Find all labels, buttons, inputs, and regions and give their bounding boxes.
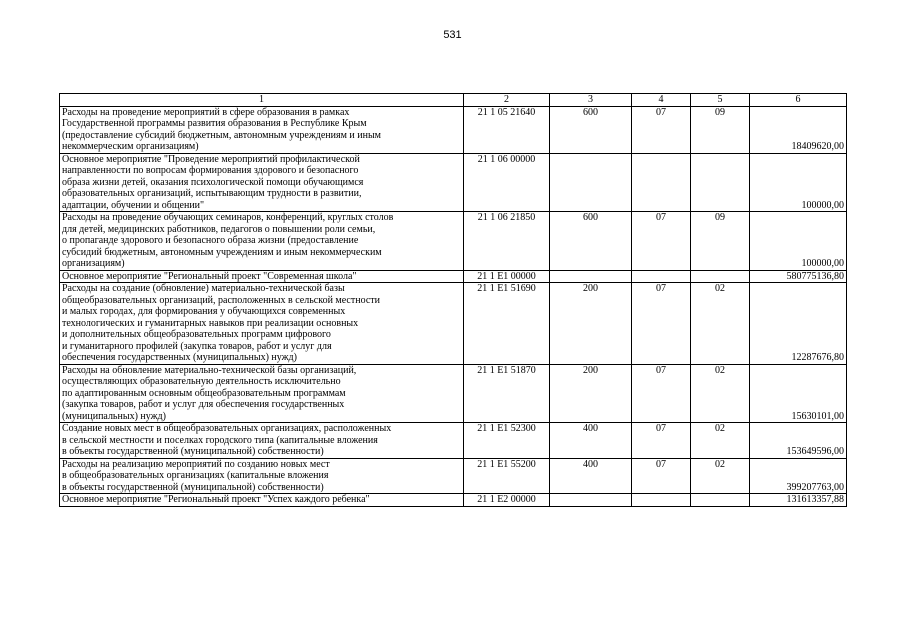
row-name-cell: Расходы на создание (обновление) материально-технической базы общеобразовательных организаций, расположенных в сельской местности и малых городах, для формирования у обучающихся современных технологических и гуманитарных навыков при реализации основных и дополнительных общеобразовательных программ цифрового и гуманитарного профилей (закупка товаров, работ и услуг для обеспечения государственных (муниципальных) нужд) [60,283,464,365]
row-section-cell: 07 [632,458,691,494]
row-subsection-cell [691,153,750,212]
row-type-cell: 200 [550,283,632,365]
row-amount-cell: 153649596,00 [750,423,847,459]
row-code-cell: 21 1 E1 55200 [464,458,550,494]
row-section-cell: 07 [632,423,691,459]
row-name-cell: Расходы на проведение мероприятий в сфере образования в рамках Государственной программы развития образования в Республике Крым (предоставление субсидий бюджетным, автономным учреждениям и иным некоммерческим организациям) [60,106,464,153]
row-type-cell [550,494,632,507]
column-header: 5 [691,94,750,107]
row-section-cell: 07 [632,212,691,271]
row-subsection-cell [691,494,750,507]
row-code-cell: 21 1 E2 00000 [464,494,550,507]
row-code-cell: 21 1 E1 51870 [464,364,550,423]
row-section-cell: 07 [632,364,691,423]
table-row [60,423,847,459]
table-row [60,283,847,365]
budget-table [59,93,847,507]
row-subsection-cell [691,270,750,283]
page-number: 531 [443,29,462,41]
row-subsection-cell: 09 [691,212,750,271]
table-row [60,494,847,507]
row-subsection-cell: 02 [691,364,750,423]
row-amount-cell: 131613357,88 [750,494,847,507]
row-code-cell: 21 1 E1 51690 [464,283,550,365]
row-amount-cell: 15630101,00 [750,364,847,423]
row-code-cell: 21 1 E1 00000 [464,270,550,283]
row-code-cell: 21 1 E1 52300 [464,423,550,459]
column-header: 4 [632,94,691,107]
row-type-cell: 200 [550,364,632,423]
row-section-cell: 07 [632,283,691,365]
row-code-cell: 21 1 05 21640 [464,106,550,153]
row-amount-cell: 100000,00 [750,153,847,212]
row-type-cell: 400 [550,458,632,494]
row-name-cell: Расходы на обновление материально-технической базы организаций, осуществляющих образовательную деятельность исключительно по адаптированным основным общеобразовательным программам (закупка товаров, работ и услуг для обеспечения государственных (муниципальных) нужд) [60,364,464,423]
row-subsection-cell: 09 [691,106,750,153]
row-name-cell: Основное мероприятие "Проведение мероприятий профилактической направленности по вопросам формирования здорового и безопасного образа жизни детей, оказания психологической помощи обучающимся образовательных организаций, испытывающим трудности в развитии, адаптации, обучении и общении" [60,153,464,212]
row-amount-cell: 12287676,80 [750,283,847,365]
row-section-cell [632,153,691,212]
row-section-cell: 07 [632,106,691,153]
row-name-cell: Расходы на проведение обучающих семинаров, конференций, круглых столов для детей, медицинских работников, педагогов о повышении роли семьи, о пропаганде здорового и безопасного образа жизни (предоставление субсидий бюджетным, автономным учреждениям и иным некоммерческим организациям) [60,212,464,271]
row-type-cell [550,270,632,283]
row-amount-cell: 18409620,00 [750,106,847,153]
table-row [60,364,847,423]
row-type-cell: 600 [550,212,632,271]
row-name-cell: Основное мероприятие "Региональный проект "Успех каждого ребенка" [60,494,464,507]
table-header-row [60,94,847,107]
column-header: 6 [750,94,847,107]
row-code-cell: 21 1 06 00000 [464,153,550,212]
row-amount-cell: 399207763,00 [750,458,847,494]
row-section-cell [632,494,691,507]
row-subsection-cell: 02 [691,458,750,494]
row-amount-cell: 100000,00 [750,212,847,271]
column-header: 2 [464,94,550,107]
table-row [60,270,847,283]
row-name-cell: Основное мероприятие "Региональный проект "Современная школа" [60,270,464,283]
row-type-cell: 400 [550,423,632,459]
column-header: 3 [550,94,632,107]
table-row [60,212,847,271]
row-type-cell: 600 [550,106,632,153]
table-row [60,153,847,212]
table-row [60,106,847,153]
row-type-cell [550,153,632,212]
row-code-cell: 21 1 06 21850 [464,212,550,271]
row-section-cell [632,270,691,283]
row-subsection-cell: 02 [691,423,750,459]
row-name-cell: Создание новых мест в общеобразовательных организациях, расположенных в сельской местности и поселках городского типа (капитальные вложения в объекты государственной (муниципальной) собственности) [60,423,464,459]
column-header: 1 [60,94,464,107]
row-name-cell: Расходы на реализацию мероприятий по созданию новых мест в общеобразовательных организациях (капитальные вложения в объекты государственной (муниципальной) собственности) [60,458,464,494]
row-subsection-cell: 02 [691,283,750,365]
table-row [60,458,847,494]
row-amount-cell: 580775136,80 [750,270,847,283]
